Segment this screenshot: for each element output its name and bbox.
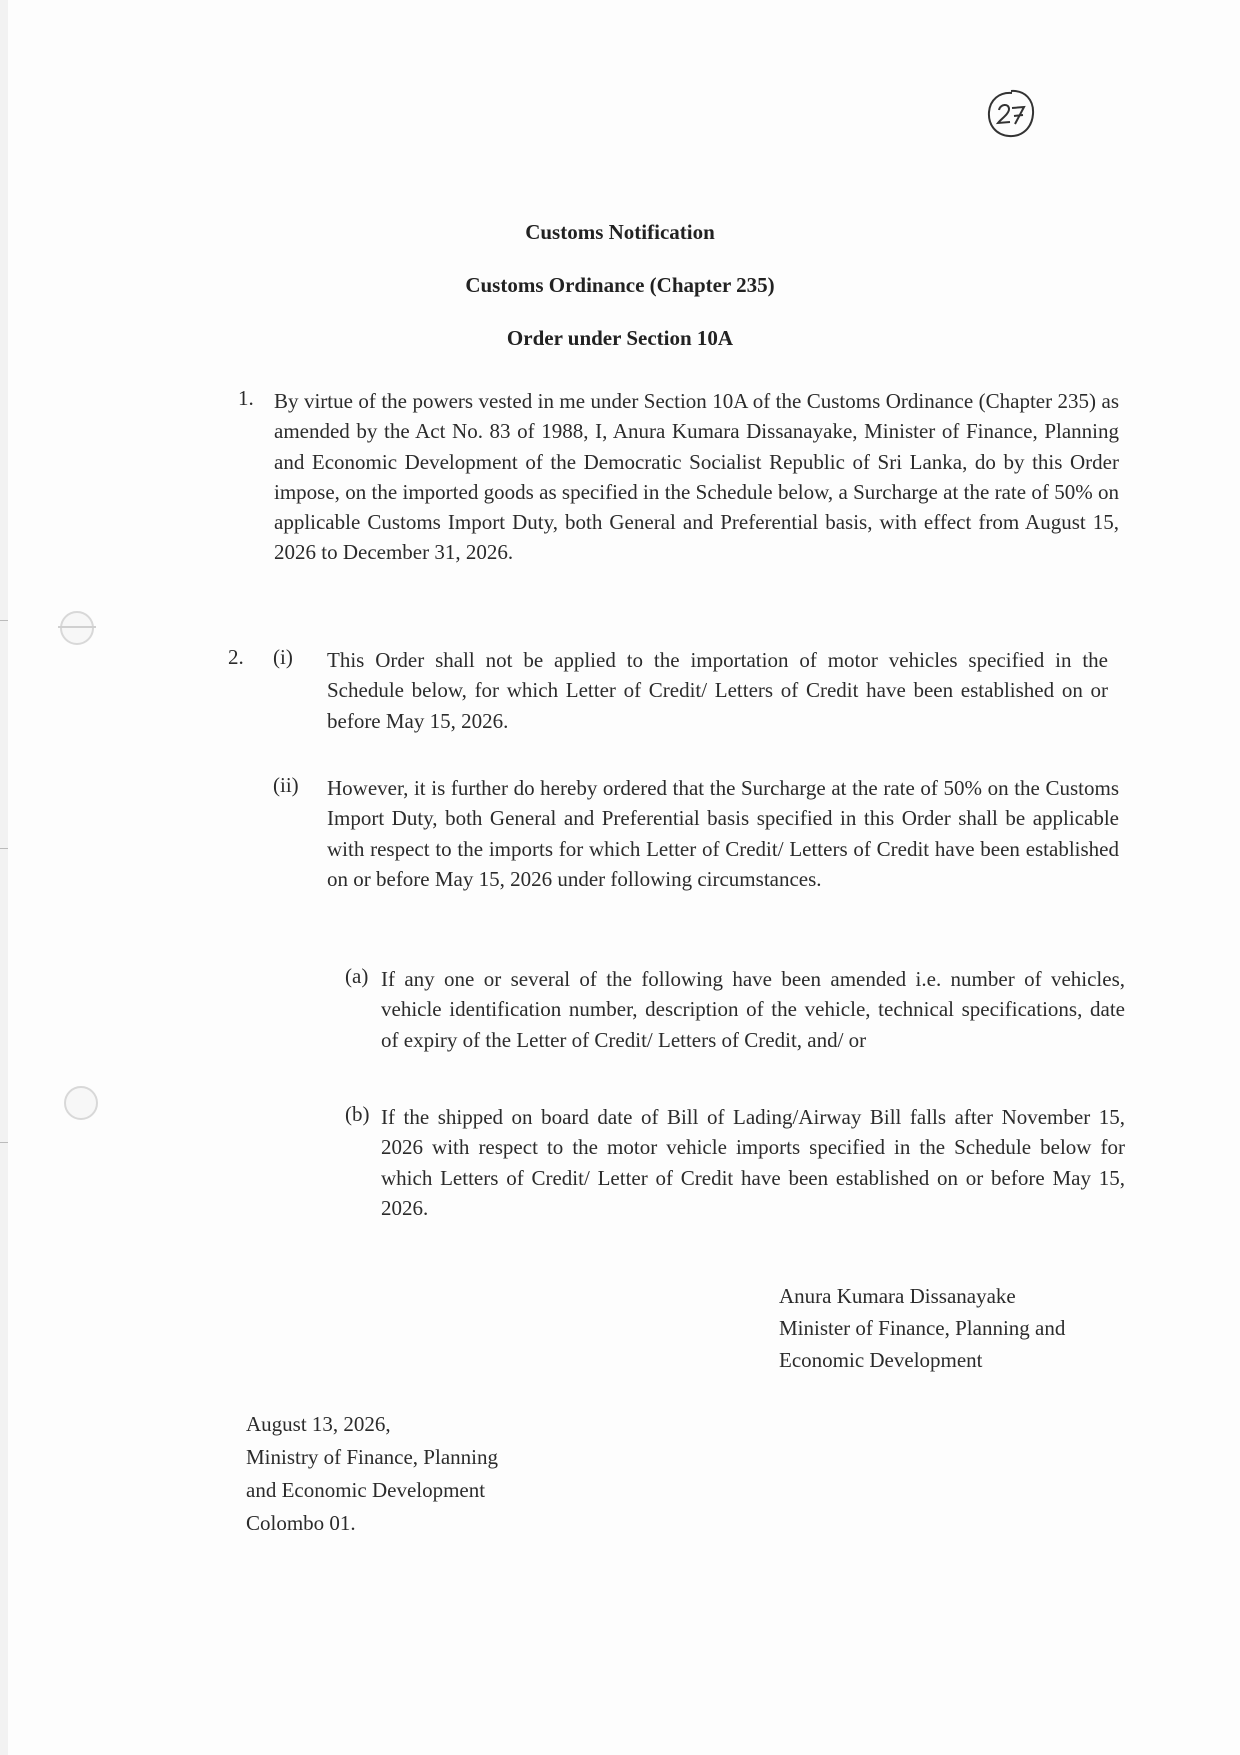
address-line: Colombo 01. [246, 1511, 356, 1535]
clause-2-a-text: If any one or several of the following have been amended i.e. number of vehicles, vehicle identification number, description of the vehicle, technical specifications, date of expiry of the Letter of Credit/ Letters of Credit, and/ or [381, 967, 1125, 1052]
clause-number: 1. [238, 386, 254, 410]
handwritten-page-number [985, 88, 1037, 140]
subclause-number: (i) [273, 645, 293, 669]
clause-2-b-text: If the shipped on board date of Bill of Lading/Airway Bill falls after November 15, 2026 with respect to the motor vehicle imports specified in the Schedule below for which Letters of Credit/ Letter of Credit have been established on or before May 15, 2026. [381, 1105, 1125, 1220]
punch-hole [60, 611, 94, 645]
clause-2-ii-text: However, it is further do hereby ordered that the Surcharge at the rate of 50% on the Customs Import Duty, both General and Preferential basis specified in this Order shall be applicable with respect to the imports for which Letter of Credit/ Letters of Credit have been established on or before May 15, 2026 under following circumstances. [327, 776, 1119, 891]
notification-title: Customs Notification [525, 220, 715, 244]
margin-mark [0, 848, 8, 849]
address-line: and Economic Development [246, 1478, 486, 1502]
scan-edge [0, 0, 8, 1755]
signatory-title: Economic Development [779, 1348, 983, 1372]
item-number: (a) [345, 964, 369, 988]
punch-hole [64, 1086, 98, 1120]
signatory-name: Anura Kumara Dissanayake [779, 1284, 1016, 1308]
margin-mark [0, 1142, 8, 1143]
margin-mark [0, 620, 8, 621]
clause-number: 2. [228, 645, 244, 669]
subclause-number: (ii) [273, 773, 299, 797]
item-number: (b) [345, 1102, 370, 1126]
date-address-block [246, 1408, 498, 1540]
section-heading: Order under Section 10A [506, 326, 734, 350]
address-line: Ministry of Finance, Planning [246, 1445, 498, 1469]
signature-block [779, 1280, 1065, 1376]
clause-1-text: By virtue of the powers vested in me under Section 10A of the Customs Ordinance (Chapter 235) as amended by the Act No. 83 of 1988, I, Anura Kumara Dissanayake, Minister of Finance, Planning and Economic Development of the Democratic Socialist Republic of Sri Lanka, do by this Order impose, on the imported goods as specified in the Schedule below, a Surcharge at the rate of 50% on applicable Customs Import Duty, both General and Preferential basis, with effect from August 15, 2026 to December 31, 2026. [274, 389, 1119, 565]
signatory-title: Minister of Finance, Planning and [779, 1316, 1066, 1340]
issue-date: August 13, 2026, [246, 1412, 391, 1436]
clause-2-i-text: This Order shall not be applied to the importation of motor vehicles specified in the Schedule below, for which Letter of Credit/ Letters of Credit have been established on or before May 15, 2026. [327, 648, 1108, 733]
ordinance-heading: Customs Ordinance (Chapter 235) [465, 273, 775, 297]
